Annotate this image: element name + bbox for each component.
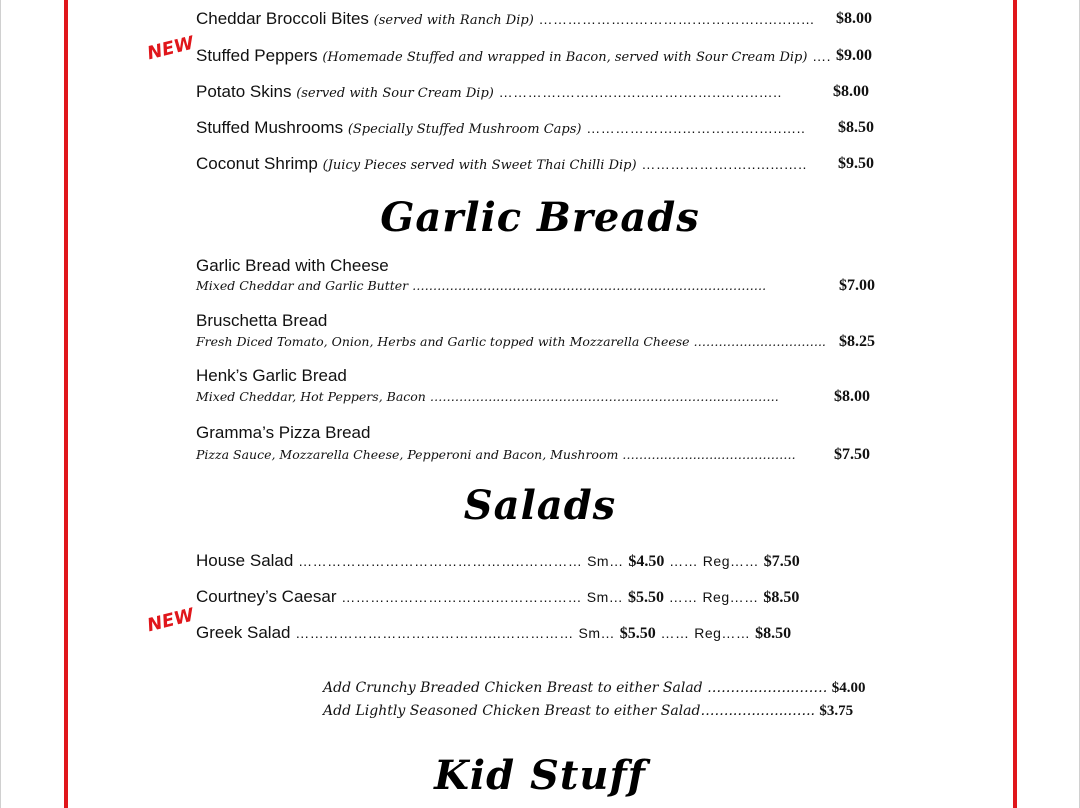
size-regular-label: Reg…… [702,553,759,569]
leader-dots: …… [660,625,690,641]
leader-dots: …………………………………....…………… [295,625,574,641]
menu-border-left [64,0,68,808]
item-price: $9.00 [836,47,872,64]
leader-dots: ……………….…..…...….. [641,156,807,172]
item-description: (served with Ranch Dip) [373,13,534,28]
size-small-price: $5.50 [619,625,656,642]
item-name: Cheddar Broccoli Bites [196,9,369,28]
size-small-label: Sm… [587,553,624,569]
size-small-label: Sm… [586,589,624,605]
menu-item-coconut-shrimp [196,154,807,176]
size-regular-price: $8.50 [763,589,800,606]
item-description: (Homemade Stuffed and wrapped in Bacon, served with Sour Cream Dip) [322,50,808,65]
menu-item-greek-salad [196,623,791,644]
new-badge: NEW [145,32,197,65]
item-description: Fresh Diced Tomato, Onion, Herbs and Garlic topped with Mozzarella Cheese ………….…..………….. [196,334,826,349]
menu-border-right [1013,0,1017,808]
menu-item-cheddar-broccoli [196,9,814,31]
item-price: $8.00 [836,10,872,27]
item-name: House Salad [196,551,294,570]
item-price: $8.00 [833,83,869,100]
section-heading-salads: Salads [463,482,617,529]
addon-price: $3.75 [819,703,854,719]
item-description: Mixed Cheddar, Hot Peppers, Bacon ……………..……………………………………………...…………. [196,389,779,404]
leader-dots: ………….……..…..…...…….……..……..….. [498,84,782,100]
size-small-price: $5.50 [627,589,664,606]
leader-dots: ………………..………….…………..…..…... [538,11,815,27]
menu-item-courtneys-caesar [196,587,799,608]
menu-item-stuffed-mushrooms [196,118,805,140]
item-name: Henk’s Garlic Bread [196,366,347,385]
menu-item-stuffed-peppers [196,46,831,68]
size-small-price: $4.50 [628,553,665,570]
item-description: (served with Sour Cream Dip) [296,86,494,101]
salad-addon-breaded-chicken [323,680,866,697]
item-name: Garlic Bread with Cheese [196,256,389,275]
item-description: Mixed Cheddar and Garlic Butter …………………………………………………………………………. [196,278,767,293]
addon-text: Add Lightly Seasoned Chicken Breast to either Salad……..…..…....….. [323,703,815,719]
section-heading-kid-stuff: Kid Stuff [434,752,646,799]
salad-addon-seasoned-chicken [323,703,853,720]
item-name: Coconut Shrimp [196,154,318,173]
item-price: $8.00 [834,388,870,405]
item-description: (Specially Stuffed Mushroom Caps) [347,122,582,137]
item-description: (Juicy Pieces served with Sweet Thai Chilli Dip) [322,158,637,173]
item-price: $7.00 [839,277,875,294]
leader-dots: …… [669,553,699,569]
leader-dots: …………………………..……………… [341,589,582,605]
menu-item-house-salad [196,551,800,572]
addon-text: Add Crunchy Breaded Chicken Breast to either Salad ………..……...…… [323,680,828,696]
leader-dots: ………………..…………….…..….. [586,120,806,136]
item-name: Greek Salad [196,623,291,642]
item-price: $8.50 [838,119,874,136]
leader-dots: …. [812,48,832,64]
page-edge-left [0,0,1,808]
section-heading-garlic-breads: Garlic Breads [380,194,700,241]
leader-dots: ………………………………………..………… [298,553,583,569]
size-regular-price: $8.50 [755,625,792,642]
item-name: Gramma’s Pizza Bread [196,423,371,442]
item-name: Bruschetta Bread [196,311,328,330]
leader-dots: …… [668,589,698,605]
size-regular-price: $7.50 [763,553,800,570]
item-name: Stuffed Mushrooms [196,118,344,137]
size-regular-label: Reg…… [694,625,751,641]
item-price: $8.25 [839,333,875,350]
item-description: Pizza Sauce, Mozzarella Cheese, Pepperoni and Bacon, Mushroom ………..……..…..……..………. [196,447,796,462]
item-name: Courtney’s Caesar [196,587,337,606]
item-name: Stuffed Peppers [196,46,318,65]
size-small-label: Sm… [578,625,616,641]
menu-item-potato-skins [196,82,782,104]
new-badge: NEW [145,604,197,637]
item-name: Potato Skins [196,82,292,101]
item-price: $7.50 [834,446,870,463]
size-regular-label: Reg…… [702,589,759,605]
addon-price: $4.00 [831,680,866,696]
item-price: $9.50 [838,155,874,172]
